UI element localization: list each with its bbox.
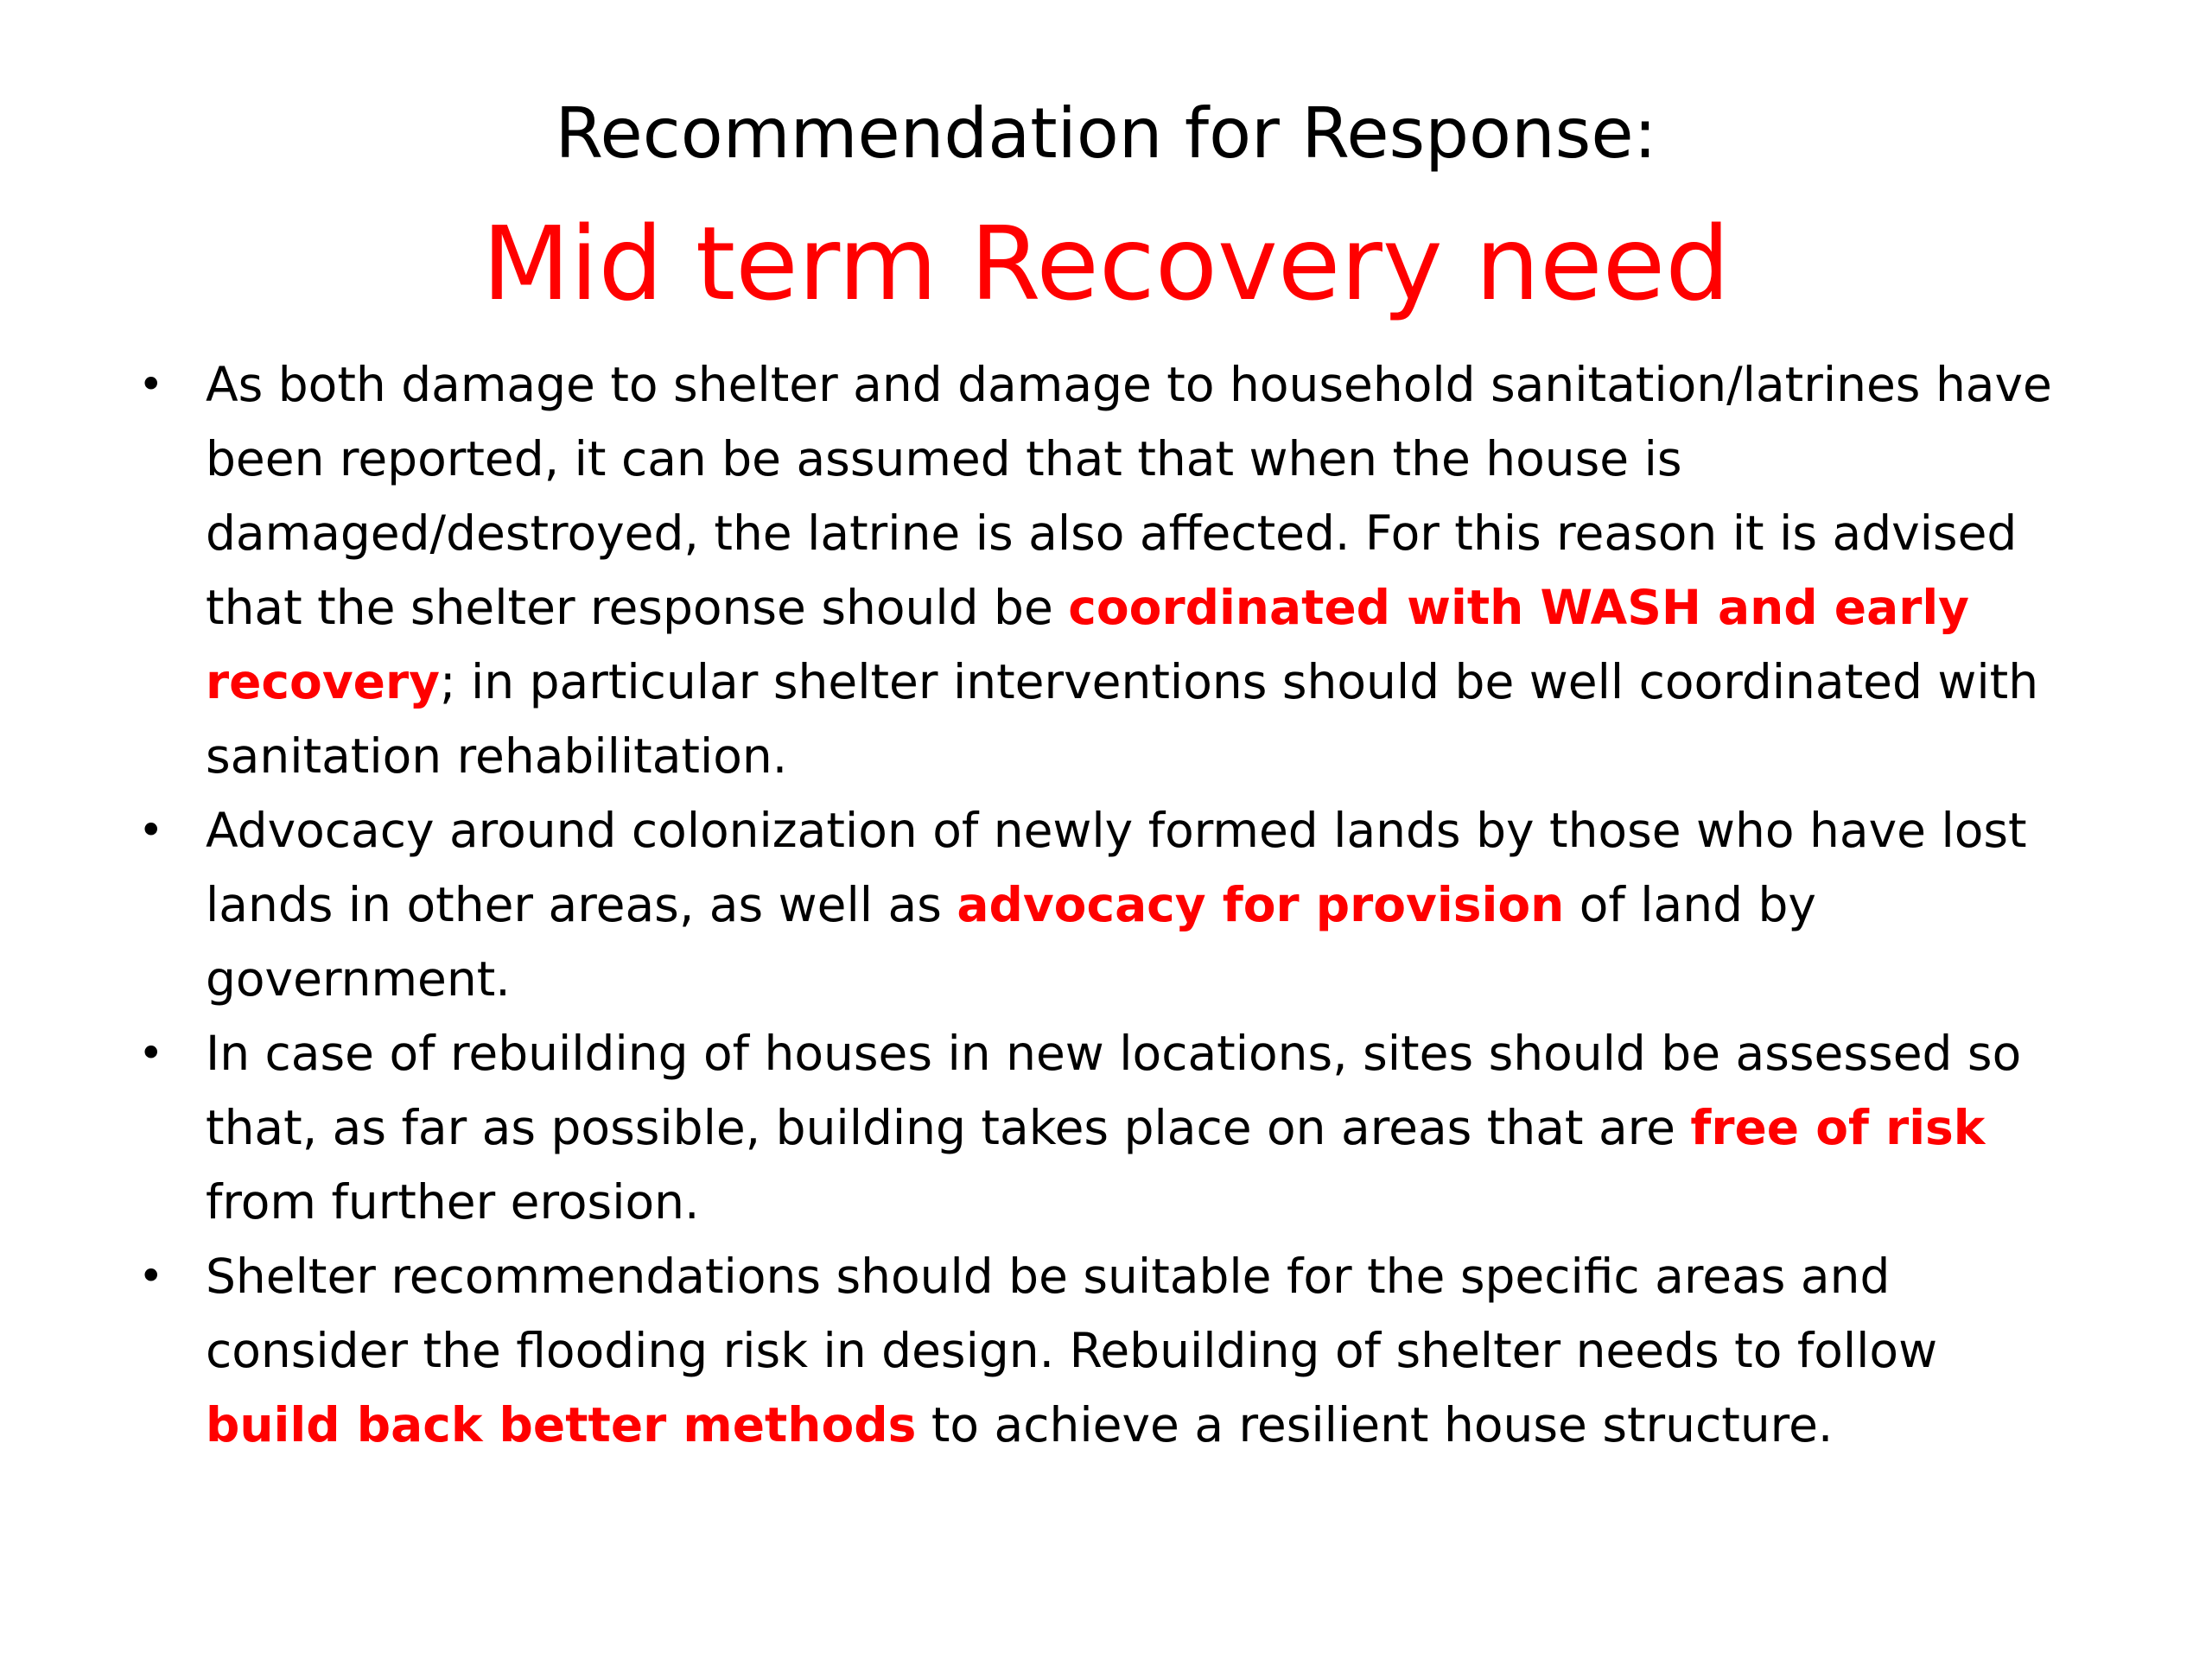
bullet-item: [130, 1239, 2082, 1462]
bullet-highlight: build back better methods: [206, 1397, 917, 1452]
bullet-text: to achieve a resilient house structure.: [916, 1397, 1834, 1452]
bullet-icon: •: [138, 1251, 164, 1301]
bullet-text: of land by government.: [206, 877, 1816, 1007]
bullet-icon: •: [138, 805, 164, 855]
bullet-item: [130, 347, 2082, 793]
bullet-text: In case of rebuilding of houses in new locations, sites should be assessed so that, as far as possible, building takes place on areas that are: [206, 1026, 2022, 1155]
bullet-text: Shelter recommendations should be suitable for the specific areas and consider the flooding risk in design. Rebuilding of shelter needs to follow: [206, 1249, 1938, 1378]
slide-subtitle: Mid term Recovery need: [481, 204, 1731, 323]
bullet-text: from further erosion.: [206, 1174, 700, 1230]
bullet-list: [130, 347, 2082, 1462]
bullet-item: [130, 793, 2082, 1016]
bullet-highlight: coordinated with WASH and early recovery: [206, 580, 1970, 709]
bullet-icon: •: [138, 1028, 164, 1078]
bullet-item: [130, 1016, 2082, 1239]
bullet-highlight: free of risk: [1690, 1100, 1986, 1155]
bullet-highlight: advocacy for provision: [957, 877, 1565, 932]
bullet-icon: •: [138, 359, 164, 410]
bullet-text: As both damage to shelter and damage to household sanitation/latrines have been reported, it can be assumed that that when the house is damaged/destroyed, the latrine is also affected. For this reason it is advised that the shelter response should be: [206, 357, 2052, 635]
bullet-text: ; in particular shelter interventions should be well coordinated with sanitation rehabilitation.: [206, 654, 2039, 784]
bullet-text: Advocacy around colonization of newly formed lands by those who have lost lands in other areas, as well as: [206, 803, 2027, 932]
slide-title: Recommendation for Response:: [555, 93, 1657, 174]
